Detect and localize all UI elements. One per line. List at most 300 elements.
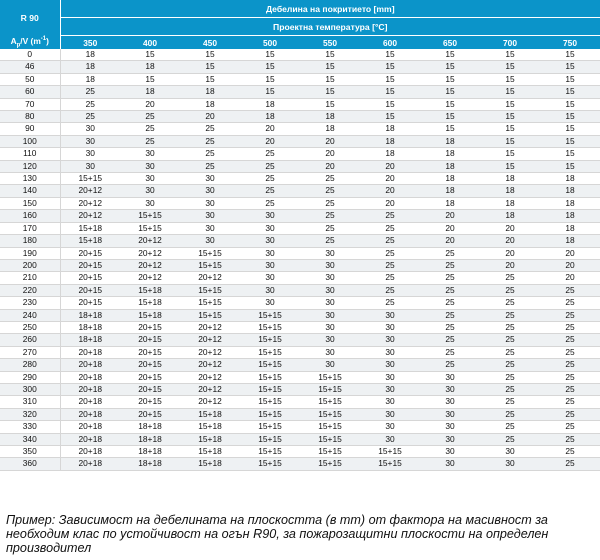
section-factor-cell: 340 xyxy=(0,433,60,445)
thickness-cell: 20 xyxy=(300,160,360,172)
thickness-cell: 15 xyxy=(540,111,600,123)
section-factor-cell: 210 xyxy=(0,272,60,284)
thickness-cell: 18 xyxy=(180,98,240,110)
thickness-cell: 15+15 xyxy=(360,458,420,470)
section-factor-cell: 50 xyxy=(0,73,60,85)
thickness-cell: 25 xyxy=(480,383,540,395)
thickness-cell: 20+12 xyxy=(180,272,240,284)
thickness-cell: 15+15 xyxy=(360,446,420,458)
thickness-cell: 15+15 xyxy=(240,458,300,470)
section-factor-cell: 46 xyxy=(0,61,60,73)
thickness-cell: 18 xyxy=(240,98,300,110)
table-row xyxy=(0,135,600,147)
thickness-cell: 25 xyxy=(480,284,540,296)
thickness-cell: 30 xyxy=(360,309,420,321)
thickness-cell: 20 xyxy=(540,247,600,259)
thickness-cell: 25 xyxy=(420,297,480,309)
thickness-cell: 18 xyxy=(420,135,480,147)
thickness-cell: 15+15 xyxy=(120,210,180,222)
thickness-cell: 30 xyxy=(180,197,240,209)
temperature-column-header: 450 xyxy=(180,36,240,50)
thickness-cell: 30 xyxy=(360,383,420,395)
thickness-cell: 20+18 xyxy=(60,421,120,433)
table-row xyxy=(0,185,600,197)
thickness-cell: 30 xyxy=(360,334,420,346)
thickness-cell: 25 xyxy=(540,346,600,358)
thickness-cell: 30 xyxy=(420,446,480,458)
thickness-cell: 15 xyxy=(540,49,600,61)
thickness-cell: 20 xyxy=(480,259,540,271)
table-row xyxy=(0,148,600,160)
thickness-cell: 15 xyxy=(360,86,420,98)
thickness-cell: 30 xyxy=(60,148,120,160)
thickness-cell: 25 xyxy=(480,421,540,433)
thickness-cell: 25 xyxy=(180,123,240,135)
thickness-cell: 25 xyxy=(360,297,420,309)
thickness-cell: 15+15 xyxy=(240,421,300,433)
thickness-cell: 15 xyxy=(480,49,540,61)
thickness-cell: 15 xyxy=(480,73,540,85)
thickness-cell: 18+18 xyxy=(120,446,180,458)
thickness-cell: 30 xyxy=(120,185,180,197)
thickness-cell: 25 xyxy=(480,334,540,346)
thickness-cell: 18 xyxy=(300,111,360,123)
thickness-cell: 15 xyxy=(300,49,360,61)
table-row xyxy=(0,247,600,259)
design-temperature-header: Проектна температура [°C] xyxy=(60,18,600,36)
thickness-cell: 20+18 xyxy=(60,458,120,470)
table-body xyxy=(0,49,600,470)
thickness-cell: 25 xyxy=(300,235,360,247)
thickness-cell: 25 xyxy=(420,284,480,296)
table-row xyxy=(0,111,600,123)
thickness-cell: 25 xyxy=(420,321,480,333)
table-row xyxy=(0,433,600,445)
thickness-cell: 25 xyxy=(360,222,420,234)
thickness-cell: 20 xyxy=(540,272,600,284)
section-factor-cell: 350 xyxy=(0,446,60,458)
section-factor-cell: 240 xyxy=(0,309,60,321)
thickness-cell: 15 xyxy=(120,49,180,61)
thickness-cell: 25 xyxy=(540,334,600,346)
thickness-cell: 30 xyxy=(360,421,420,433)
table-row xyxy=(0,160,600,172)
thickness-cell: 25 xyxy=(420,334,480,346)
thickness-cell: 18 xyxy=(180,86,240,98)
thickness-cell: 15 xyxy=(360,111,420,123)
thickness-cell: 15+15 xyxy=(240,433,300,445)
thickness-cell: 20 xyxy=(360,185,420,197)
thickness-cell: 15 xyxy=(540,86,600,98)
thickness-cell: 15+15 xyxy=(300,396,360,408)
thickness-cell: 30 xyxy=(300,297,360,309)
thickness-cell: 30 xyxy=(360,433,420,445)
thickness-cell: 30 xyxy=(240,235,300,247)
thickness-cell: 15 xyxy=(360,98,420,110)
thickness-cell: 20+12 xyxy=(60,197,120,209)
thickness-cell: 15 xyxy=(360,61,420,73)
table-row xyxy=(0,321,600,333)
table-row xyxy=(0,458,600,470)
section-factor-cell: 160 xyxy=(0,210,60,222)
thickness-cell: 25 xyxy=(420,259,480,271)
thickness-cell: 18 xyxy=(240,111,300,123)
thickness-cell: 15 xyxy=(540,61,600,73)
thickness-cell: 20+18 xyxy=(60,408,120,420)
thickness-cell: 30 xyxy=(120,148,180,160)
thickness-cell: 15+18 xyxy=(180,408,240,420)
thickness-cell: 20+15 xyxy=(60,284,120,296)
thickness-cell: 15 xyxy=(480,135,540,147)
thickness-cell: 15+18 xyxy=(120,284,180,296)
thickness-cell: 18+18 xyxy=(120,458,180,470)
thickness-cell: 30 xyxy=(60,123,120,135)
thickness-cell: 15+15 xyxy=(240,321,300,333)
thickness-cell: 25 xyxy=(420,346,480,358)
thickness-cell: 15+15 xyxy=(60,173,120,185)
thickness-cell: 25 xyxy=(480,371,540,383)
thickness-cell: 15 xyxy=(420,86,480,98)
thickness-cell: 25 xyxy=(240,160,300,172)
thickness-cell: 20+18 xyxy=(60,433,120,445)
thickness-cell: 20 xyxy=(240,123,300,135)
table-row xyxy=(0,297,600,309)
thickness-cell: 15 xyxy=(240,61,300,73)
thickness-cell: 15 xyxy=(540,73,600,85)
section-factor-cell: 90 xyxy=(0,123,60,135)
table-row xyxy=(0,197,600,209)
section-factor-cell: 190 xyxy=(0,247,60,259)
thickness-cell: 25 xyxy=(120,111,180,123)
thickness-cell: 25 xyxy=(60,111,120,123)
thickness-cell: 25 xyxy=(420,272,480,284)
thickness-cell: 30 xyxy=(300,359,360,371)
thickness-cell: 25 xyxy=(240,185,300,197)
thickness-cell: 20+18 xyxy=(60,371,120,383)
thickness-cell: 18 xyxy=(480,210,540,222)
thickness-cell: 30 xyxy=(360,396,420,408)
thickness-cell: 25 xyxy=(360,210,420,222)
thickness-cell: 15+15 xyxy=(180,284,240,296)
thickness-cell: 18 xyxy=(420,148,480,160)
thickness-cell: 15 xyxy=(360,73,420,85)
thickness-cell: 30 xyxy=(180,185,240,197)
table-row xyxy=(0,421,600,433)
thickness-cell: 18 xyxy=(540,185,600,197)
thickness-cell: 25 xyxy=(540,297,600,309)
thickness-cell: 25 xyxy=(540,408,600,420)
thickness-cell: 15+15 xyxy=(300,371,360,383)
table-row xyxy=(0,371,600,383)
thickness-cell: 20+12 xyxy=(120,272,180,284)
thickness-cell: 30 xyxy=(360,371,420,383)
thickness-cell: 20+12 xyxy=(180,359,240,371)
thickness-cell: 25 xyxy=(540,383,600,395)
thickness-cell: 25 xyxy=(480,297,540,309)
thickness-cell: 30 xyxy=(300,272,360,284)
thickness-cell: 15+15 xyxy=(240,446,300,458)
thickness-cell: 30 xyxy=(480,458,540,470)
thickness-cell: 25 xyxy=(480,272,540,284)
thickness-cell: 25 xyxy=(540,359,600,371)
thickness-cell: 25 xyxy=(480,309,540,321)
section-factor-cell: 100 xyxy=(0,135,60,147)
table-row xyxy=(0,61,600,73)
thickness-cell: 15 xyxy=(480,86,540,98)
table-row xyxy=(0,446,600,458)
thickness-cell: 25 xyxy=(540,421,600,433)
thickness-cell: 18 xyxy=(120,86,180,98)
thickness-cell: 25 xyxy=(480,433,540,445)
thickness-cell: 18 xyxy=(540,235,600,247)
thickness-cell: 15 xyxy=(540,160,600,172)
thickness-cell: 18 xyxy=(360,135,420,147)
thickness-cell: 30 xyxy=(240,247,300,259)
thickness-cell: 30 xyxy=(60,135,120,147)
thickness-cell: 15+15 xyxy=(240,334,300,346)
table-row xyxy=(0,272,600,284)
table-row xyxy=(0,284,600,296)
thickness-cell: 15+15 xyxy=(300,383,360,395)
thickness-cell: 15+15 xyxy=(240,309,300,321)
thickness-cell: 20 xyxy=(360,173,420,185)
section-factor-cell: 0 xyxy=(0,49,60,61)
section-factor-cell: 290 xyxy=(0,371,60,383)
thickness-cell: 18 xyxy=(60,49,120,61)
thickness-cell: 15+15 xyxy=(180,297,240,309)
coating-thickness-header: Дебелина на покритието [mm] xyxy=(60,0,600,18)
thickness-cell: 20+12 xyxy=(60,210,120,222)
section-factor-cell: 150 xyxy=(0,197,60,209)
table-row xyxy=(0,210,600,222)
thickness-cell: 15 xyxy=(540,148,600,160)
table-row xyxy=(0,396,600,408)
thickness-cell: 25 xyxy=(180,148,240,160)
thickness-cell: 18+18 xyxy=(60,309,120,321)
section-factor-cell: 310 xyxy=(0,396,60,408)
section-factor-header: $A_p/V$ $(m^{-1})$ xyxy=(0,36,60,50)
thickness-cell: 15 xyxy=(360,49,420,61)
thickness-cell: 18 xyxy=(480,185,540,197)
thickness-cell: 18 xyxy=(60,73,120,85)
thickness-cell: 15 xyxy=(480,98,540,110)
thickness-cell: 20+18 xyxy=(60,396,120,408)
thickness-cell: 25 xyxy=(540,458,600,470)
thickness-cell: 15 xyxy=(120,73,180,85)
thickness-cell: 15+18 xyxy=(180,433,240,445)
table-row xyxy=(0,359,600,371)
thickness-cell: 15+15 xyxy=(240,408,300,420)
table-row xyxy=(0,49,600,61)
table-row xyxy=(0,334,600,346)
thickness-cell: 15 xyxy=(180,73,240,85)
thickness-cell: 15+15 xyxy=(300,433,360,445)
thickness-cell: 15 xyxy=(240,86,300,98)
thickness-cell: 18 xyxy=(540,173,600,185)
thickness-cell: 15+15 xyxy=(240,383,300,395)
thickness-cell: 25 xyxy=(540,396,600,408)
thickness-cell: 15 xyxy=(420,73,480,85)
thickness-cell: 25 xyxy=(480,396,540,408)
section-factor-cell: 260 xyxy=(0,334,60,346)
thickness-cell: 15 xyxy=(300,98,360,110)
thickness-cell: 20 xyxy=(240,135,300,147)
thickness-cell: 15+15 xyxy=(180,247,240,259)
section-factor-cell: 140 xyxy=(0,185,60,197)
section-factor-cell: 80 xyxy=(0,111,60,123)
thickness-cell: 30 xyxy=(480,446,540,458)
thickness-cell: 20+15 xyxy=(120,383,180,395)
thickness-cell: 20 xyxy=(480,247,540,259)
thickness-cell: 15+15 xyxy=(300,421,360,433)
thickness-cell: 15 xyxy=(300,73,360,85)
thickness-cell: 20 xyxy=(540,259,600,271)
thickness-cell: 20+18 xyxy=(60,359,120,371)
section-factor-cell: 170 xyxy=(0,222,60,234)
temperature-column-header: 350 xyxy=(60,36,120,50)
section-factor-cell: 230 xyxy=(0,297,60,309)
thickness-cell: 15 xyxy=(480,160,540,172)
thickness-cell: 15 xyxy=(540,135,600,147)
thickness-cell: 30 xyxy=(300,321,360,333)
thickness-cell: 30 xyxy=(300,334,360,346)
thickness-cell: 15+15 xyxy=(120,222,180,234)
table-row xyxy=(0,86,600,98)
thickness-cell: 20+18 xyxy=(60,446,120,458)
thickness-cell: 18 xyxy=(360,123,420,135)
thickness-cell: 20+18 xyxy=(60,346,120,358)
thickness-cell: 20 xyxy=(360,197,420,209)
table-row xyxy=(0,173,600,185)
thickness-cell: 20+12 xyxy=(180,321,240,333)
thickness-cell: 18+18 xyxy=(120,421,180,433)
section-factor-cell: 250 xyxy=(0,321,60,333)
thickness-cell: 30 xyxy=(300,247,360,259)
thickness-cell: 25 xyxy=(360,259,420,271)
thickness-cell: 30 xyxy=(420,383,480,395)
thickness-cell: 25 xyxy=(480,359,540,371)
thickness-cell: 18+18 xyxy=(60,334,120,346)
thickness-cell: 30 xyxy=(360,359,420,371)
table-caption: Пример: Зависимост на дебелината на плоскостта (в mm) от фактора на масивност за необходим клас по устойчивост на огън R90, за пожарозащитни плоскости на определен производител xyxy=(6,513,549,556)
section-factor-cell: 130 xyxy=(0,173,60,185)
thickness-cell: 18 xyxy=(540,197,600,209)
thickness-cell: 25 xyxy=(300,222,360,234)
thickness-cell: 25 xyxy=(180,160,240,172)
thickness-cell: 20+15 xyxy=(120,408,180,420)
thickness-cell: 30 xyxy=(420,408,480,420)
table-row xyxy=(0,383,600,395)
temperature-column-header: 500 xyxy=(240,36,300,50)
table-row xyxy=(0,73,600,85)
thickness-cell: 15+15 xyxy=(300,446,360,458)
thickness-cell: 30 xyxy=(300,284,360,296)
table-row xyxy=(0,222,600,234)
thickness-cell: 15 xyxy=(480,111,540,123)
thickness-cell: 20+12 xyxy=(120,247,180,259)
thickness-cell: 20+12 xyxy=(120,235,180,247)
thickness-cell: 20 xyxy=(480,235,540,247)
thickness-cell: 15 xyxy=(300,86,360,98)
thickness-cell: 15 xyxy=(420,49,480,61)
section-factor-cell: 360 xyxy=(0,458,60,470)
thickness-cell: 30 xyxy=(120,173,180,185)
thickness-cell: 20 xyxy=(480,222,540,234)
thickness-cell: 18 xyxy=(420,160,480,172)
section-factor-cell: 320 xyxy=(0,408,60,420)
thickness-cell: 30 xyxy=(240,284,300,296)
thickness-cell: 30 xyxy=(240,210,300,222)
table-corner-label: R 90 xyxy=(0,0,60,36)
thickness-cell: 25 xyxy=(300,173,360,185)
section-factor-cell: 60 xyxy=(0,86,60,98)
thickness-cell: 30 xyxy=(180,210,240,222)
thickness-cell: 20+12 xyxy=(180,396,240,408)
thickness-cell: 25 xyxy=(420,359,480,371)
table-row xyxy=(0,309,600,321)
thickness-cell: 30 xyxy=(360,346,420,358)
section-factor-cell: 330 xyxy=(0,421,60,433)
thickness-cell: 30 xyxy=(120,197,180,209)
table-row xyxy=(0,98,600,110)
thickness-cell: 15 xyxy=(240,73,300,85)
thickness-cell: 15 xyxy=(300,61,360,73)
thickness-cell: 15 xyxy=(420,111,480,123)
thickness-cell: 25 xyxy=(540,371,600,383)
thickness-cell: 25 xyxy=(480,346,540,358)
thickness-cell: 18 xyxy=(480,173,540,185)
thickness-cell: 25 xyxy=(540,321,600,333)
section-factor-cell: 300 xyxy=(0,383,60,395)
thickness-cell: 20+15 xyxy=(120,334,180,346)
thickness-cell: 30 xyxy=(240,259,300,271)
thickness-cell: 25 xyxy=(540,446,600,458)
thickness-cell: 15+18 xyxy=(180,458,240,470)
thickness-cell: 30 xyxy=(420,371,480,383)
table-row xyxy=(0,346,600,358)
thickness-cell: 20+15 xyxy=(120,371,180,383)
thickness-cell: 15 xyxy=(180,61,240,73)
thickness-cell: 20+18 xyxy=(60,383,120,395)
thickness-cell: 25 xyxy=(300,197,360,209)
thickness-cell: 18 xyxy=(420,185,480,197)
thickness-cell: 15 xyxy=(420,123,480,135)
thickness-cell: 15+15 xyxy=(240,346,300,358)
thickness-cell: 20 xyxy=(360,160,420,172)
thickness-cell: 15+15 xyxy=(240,396,300,408)
thickness-cell: 25 xyxy=(360,272,420,284)
thickness-cell: 18 xyxy=(360,148,420,160)
thickness-cell: 30 xyxy=(180,222,240,234)
thickness-cell: 15 xyxy=(540,123,600,135)
thickness-cell: 30 xyxy=(60,160,120,172)
thickness-cell: 20+15 xyxy=(60,272,120,284)
section-factor-cell: 180 xyxy=(0,235,60,247)
thickness-cell: 15+18 xyxy=(180,421,240,433)
thickness-cell: 20+15 xyxy=(120,321,180,333)
thickness-cell: 25 xyxy=(540,284,600,296)
thickness-cell: 25 xyxy=(240,148,300,160)
section-factor-cell: 220 xyxy=(0,284,60,296)
thickness-cell: 25 xyxy=(240,173,300,185)
thickness-cell: 18+18 xyxy=(60,321,120,333)
thickness-cell: 30 xyxy=(180,235,240,247)
table-row xyxy=(0,123,600,135)
thickness-cell: 30 xyxy=(240,272,300,284)
thickness-cell: 20+12 xyxy=(180,334,240,346)
section-factor-cell: 200 xyxy=(0,259,60,271)
thickness-cell: 18 xyxy=(60,61,120,73)
